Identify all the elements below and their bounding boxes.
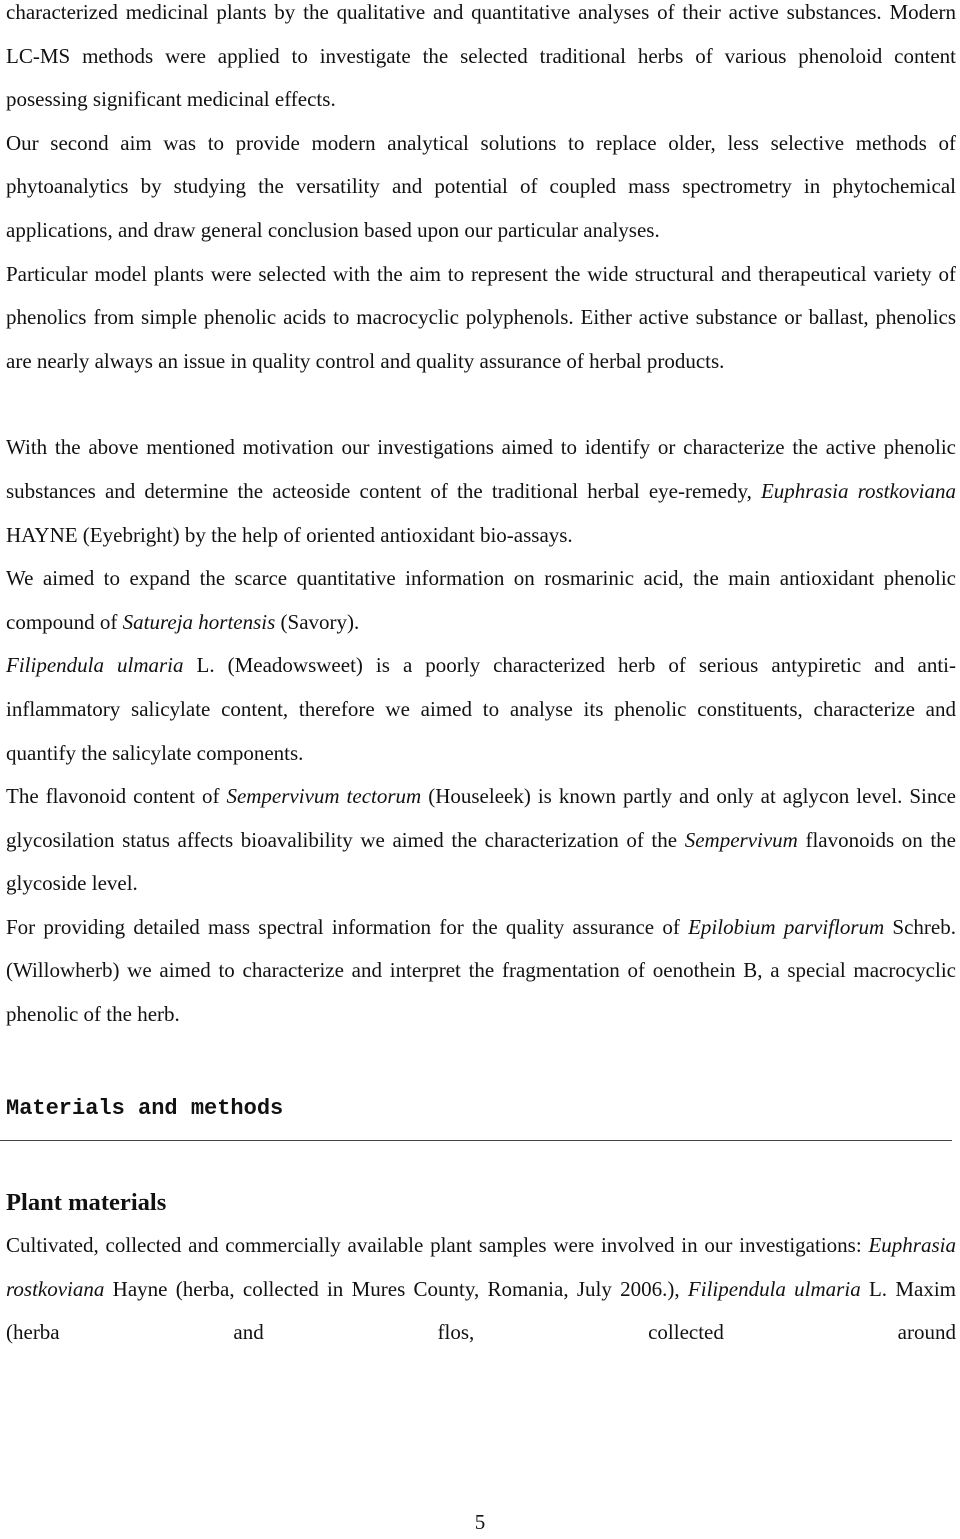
materials-text-before: Cultivated, collected and commercially available plant samples were involved in our investigations:: [6, 1233, 869, 1258]
aim-epilobium-text-after: Schreb. (Willowherb) we aimed to characterize and interpret the fragmentation of oenothein B, a special macrocyclic phenolic of the herb.: [6, 914, 956, 1027]
species-name: Sempervivum tectorum: [226, 784, 422, 809]
species-name: Filipendula ulmaria: [687, 1276, 861, 1301]
aim-euphrasia-paragraph: [6, 426, 956, 557]
aim-satureja-paragraph: [6, 557, 956, 644]
intro-paragraph-2: Our second aim was to provide modern analytical solutions to replace older, less selective methods of phytoanalytics by studying the versatility and potential of coupled mass spectrometry in phytochemical applications, and draw general conclusion based upon our particular analyses.: [6, 130, 956, 242]
aim-sempervivum-text-middle: (Houseleek) is known partly and only at aglycon level. Since glycosilation status affects bioavalibility we aimed the characterization of the: [6, 784, 956, 852]
genus-name: Sempervivum: [684, 827, 798, 852]
aim-satureja-text-before: We aimed to expand the scarce quantitative information on rosmarinic acid, the main antioxidant phenolic compound of: [6, 566, 956, 634]
intro-paragraph-1: characterized medicinal plants by the qualitative and quantitative analyses of their active substances. Modern LC-MS methods were applied to investigate the selected traditional herbs of various phenoloid content posessing significant medicinal effects.: [6, 0, 956, 112]
species-name: Filipendula ulmaria: [6, 653, 184, 678]
document-page: [6, 0, 956, 1355]
intro-paragraph-3: Particular model plants were selected with the aim to represent the wide structural and therapeutical variety of phenolics from simple phenolic acids to macrocyclic polyphenols. Either active substance or ballast, phenolics are nearly always an issue in quality control and quality assurance of herbal products.: [6, 261, 956, 373]
aim-satureja-text-after: (Savory).: [275, 609, 360, 634]
species-name: Satureja hortensis: [122, 609, 276, 634]
page-number: 5: [474, 1510, 486, 1534]
materials-text-mid1: Hayne (herba, collected in Mures County, Romania, July 2006.),: [104, 1276, 688, 1301]
materials-text-mid2: L. Maxim (herba and flos, collected around: [6, 1276, 956, 1345]
paragraph-gap: [6, 1037, 956, 1080]
subsection-heading: Plant materials: [6, 1188, 167, 1216]
aim-filipendula-paragraph: [6, 644, 956, 775]
aim-epilobium-text-before: For providing detailed mass spectral information for the quality assurance of: [6, 914, 689, 939]
aim-filipendula-text-after: L. (Meadowsweet) is a poorly characterized herb of serious antypiretic and anti-inflammatory salicylate content, therefore we aimed to analyse its phenolic constituents, characterize and quantify the salicylate components.: [6, 653, 956, 765]
aim-sempervivum-text-after: flavonoids on the glycoside level.: [6, 827, 957, 896]
species-name: Euphrasia rostkoviana: [6, 1233, 956, 1301]
species-name: Epilobium parviflorum: [688, 914, 885, 939]
section-divider: [0, 1140, 952, 1141]
aim-euphrasia-text-before: With the above mentioned motivation our investigations aimed to identify or characterize the active phenolic substances and determine the acteoside content of the traditional herbal eye-remedy,: [6, 435, 956, 503]
paragraph-gap: [6, 383, 956, 426]
aim-epilobium-paragraph: [6, 906, 956, 1037]
materials-paragraph: [6, 1224, 956, 1355]
aim-sempervivum-paragraph: [6, 775, 956, 906]
species-name: Euphrasia rostkoviana: [760, 478, 956, 503]
aim-sempervivum-text-before: The flavonoid content of: [6, 784, 227, 809]
section-heading: Materials and methods: [6, 1095, 284, 1121]
aim-euphrasia-text-after: HAYNE (Eyebright) by the help of oriented antioxidant bio-assays.: [6, 522, 573, 547]
